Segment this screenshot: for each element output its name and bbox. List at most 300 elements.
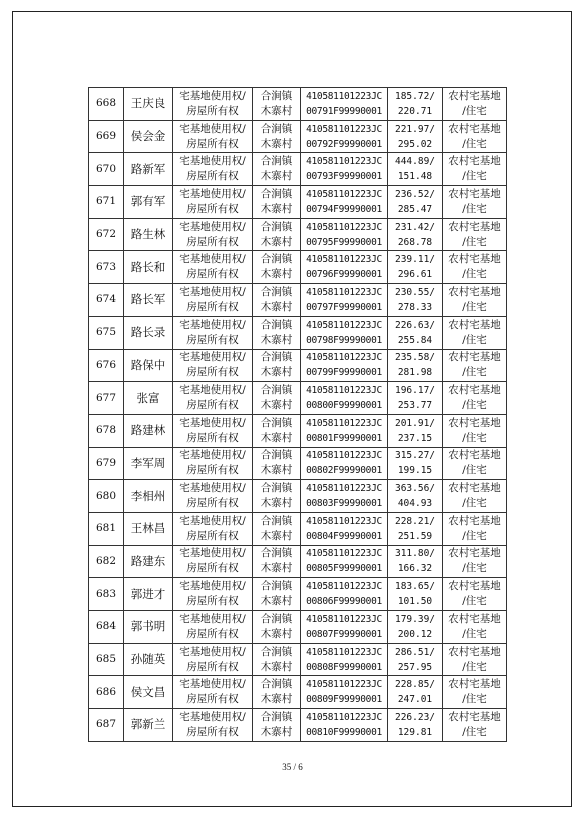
- unit-code-line-2: 00799F99990001: [306, 367, 382, 379]
- land-use: [443, 186, 507, 219]
- area-line-1: 201.91/: [394, 417, 436, 429]
- land-use-line-2: /住宅: [462, 497, 487, 510]
- right-type-line-2: 房屋所有权: [186, 627, 239, 640]
- area: [388, 414, 443, 447]
- land-use-line-1: 农村宅基地: [448, 612, 501, 625]
- unit-code-line-2: 00797F99990001: [306, 301, 382, 313]
- table-row: [89, 578, 507, 611]
- unit-code-line-1: 410581101223JC: [306, 417, 382, 429]
- owner-name: 侯会金: [124, 120, 173, 153]
- location-line-2: 木寨村: [260, 725, 293, 738]
- area-line-2: 199.15: [397, 465, 433, 477]
- land-use: [443, 414, 507, 447]
- land-use-line-1: 农村宅基地: [448, 253, 501, 266]
- location-line-2: 木寨村: [260, 202, 293, 215]
- area-line-1: 231.42/: [394, 221, 436, 233]
- location-line-2: 木寨村: [260, 693, 293, 706]
- right-type-line-1: 宅基地使用权/: [179, 253, 246, 266]
- location-line-1: 合涧镇: [260, 514, 293, 527]
- table-row: [89, 512, 507, 545]
- right-type-line-1: 宅基地使用权/: [179, 645, 246, 658]
- right-type: [173, 120, 253, 153]
- unit-code-line-2: 00804F99990001: [306, 530, 382, 542]
- unit-code: [301, 676, 388, 709]
- right-type-line-1: 宅基地使用权/: [179, 384, 246, 397]
- unit-code: [301, 512, 388, 545]
- unit-code-line-1: 410581101223JC: [306, 646, 382, 658]
- location-line-1: 合涧镇: [260, 155, 293, 168]
- area: [388, 611, 443, 644]
- area-line-2: 278.33: [397, 301, 433, 313]
- row-number: 686: [89, 676, 124, 709]
- area-line-1: 179.39/: [394, 613, 436, 625]
- unit-code-line-1: 410581101223JC: [306, 679, 382, 691]
- location: [253, 545, 301, 578]
- land-use-line-1: 农村宅基地: [448, 318, 501, 331]
- land-use-line-2: /住宅: [462, 399, 487, 412]
- location-line-2: 木寨村: [260, 137, 293, 150]
- right-type: [173, 709, 253, 742]
- area-line-2: 281.98: [397, 367, 433, 379]
- land-use-line-2: /住宅: [462, 202, 487, 215]
- area-line-1: 183.65/: [394, 581, 436, 593]
- row-number: 680: [89, 480, 124, 513]
- unit-code-line-1: 410581101223JC: [306, 483, 382, 495]
- table-row: [89, 382, 507, 415]
- right-type-line-2: 房屋所有权: [186, 333, 239, 346]
- right-type-line-1: 宅基地使用权/: [179, 220, 246, 233]
- row-number: 671: [89, 186, 124, 219]
- area: [388, 349, 443, 382]
- land-use-line-2: /住宅: [462, 725, 487, 738]
- land-use-line-2: /住宅: [462, 693, 487, 706]
- right-type-line-1: 宅基地使用权/: [179, 416, 246, 429]
- table-row: [89, 349, 507, 382]
- area: [388, 709, 443, 742]
- land-use-line-1: 农村宅基地: [448, 155, 501, 168]
- location: [253, 643, 301, 676]
- unit-code-line-2: 00796F99990001: [306, 269, 382, 281]
- owner-name: 侯文昌: [124, 676, 173, 709]
- table-row: [89, 186, 507, 219]
- area-line-1: 230.55/: [394, 286, 436, 298]
- location: [253, 676, 301, 709]
- right-type-line-1: 宅基地使用权/: [179, 482, 246, 495]
- unit-code-line-1: 410581101223JC: [306, 711, 382, 723]
- area: [388, 382, 443, 415]
- page-number: 35 / 6: [282, 762, 303, 772]
- land-use-line-1: 农村宅基地: [448, 645, 501, 658]
- location-line-2: 木寨村: [260, 464, 293, 477]
- row-number: 675: [89, 316, 124, 349]
- land-use-line-1: 农村宅基地: [448, 285, 501, 298]
- land-use-line-1: 农村宅基地: [448, 187, 501, 200]
- location: [253, 120, 301, 153]
- right-type: [173, 153, 253, 186]
- unit-code: [301, 218, 388, 251]
- area-line-2: 255.84: [397, 334, 433, 346]
- area-line-2: 268.78: [397, 236, 433, 248]
- unit-code-line-2: 00791F99990001: [306, 105, 382, 117]
- table-row: [89, 643, 507, 676]
- right-type: [173, 578, 253, 611]
- right-type-line-2: 房屋所有权: [186, 399, 239, 412]
- location: [253, 349, 301, 382]
- right-type: [173, 447, 253, 480]
- land-use: [443, 643, 507, 676]
- unit-code: [301, 349, 388, 382]
- row-number: 679: [89, 447, 124, 480]
- land-use-line-2: /住宅: [462, 627, 487, 640]
- land-use-line-2: /住宅: [462, 562, 487, 575]
- right-type-line-2: 房屋所有权: [186, 137, 239, 150]
- land-use-line-1: 农村宅基地: [448, 547, 501, 560]
- unit-code-line-2: 00793F99990001: [306, 171, 382, 183]
- location-line-1: 合涧镇: [260, 253, 293, 266]
- unit-code-line-2: 00800F99990001: [306, 400, 382, 412]
- area-line-2: 200.12: [397, 628, 433, 640]
- owner-name: 路长军: [124, 284, 173, 317]
- table-row: [89, 88, 507, 121]
- unit-code-line-2: 00807F99990001: [306, 628, 382, 640]
- location-line-2: 木寨村: [260, 170, 293, 183]
- right-type: [173, 611, 253, 644]
- land-use: [443, 120, 507, 153]
- area-line-1: 221.97/: [394, 123, 436, 135]
- land-use-line-2: /住宅: [462, 268, 487, 281]
- land-use: [443, 611, 507, 644]
- land-use-line-1: 农村宅基地: [448, 351, 501, 364]
- location-line-2: 木寨村: [260, 333, 293, 346]
- area-line-2: 247.01: [397, 694, 433, 706]
- area-line-2: 151.48: [397, 171, 433, 183]
- unit-code-line-2: 00810F99990001: [306, 726, 382, 738]
- unit-code-line-2: 00794F99990001: [306, 203, 382, 215]
- registry-table: [88, 87, 507, 742]
- unit-code-line-2: 00805F99990001: [306, 563, 382, 575]
- area-line-2: 257.95: [397, 661, 433, 673]
- unit-code-line-2: 00808F99990001: [306, 661, 382, 673]
- land-use-line-1: 农村宅基地: [448, 384, 501, 397]
- land-use-line-2: /住宅: [462, 170, 487, 183]
- unit-code: [301, 120, 388, 153]
- right-type-line-2: 房屋所有权: [186, 104, 239, 117]
- location-line-1: 合涧镇: [260, 645, 293, 658]
- area-line-1: 235.58/: [394, 352, 436, 364]
- location-line-1: 合涧镇: [260, 187, 293, 200]
- land-use: [443, 447, 507, 480]
- right-type-line-2: 房屋所有权: [186, 366, 239, 379]
- area: [388, 316, 443, 349]
- location-line-2: 木寨村: [260, 595, 293, 608]
- location: [253, 480, 301, 513]
- unit-code: [301, 545, 388, 578]
- land-use-line-2: /住宅: [462, 333, 487, 346]
- unit-code: [301, 709, 388, 742]
- area: [388, 218, 443, 251]
- owner-name: 李军周: [124, 447, 173, 480]
- owner-name: 路生林: [124, 218, 173, 251]
- unit-code-line-2: 00803F99990001: [306, 498, 382, 510]
- owner-name: 路建东: [124, 545, 173, 578]
- unit-code: [301, 251, 388, 284]
- owner-name: 郭有军: [124, 186, 173, 219]
- land-use: [443, 316, 507, 349]
- unit-code-line-1: 410581101223JC: [306, 123, 382, 135]
- table-row: [89, 414, 507, 447]
- area-line-1: 226.63/: [394, 319, 436, 331]
- location-line-2: 木寨村: [260, 235, 293, 248]
- unit-code: [301, 611, 388, 644]
- area: [388, 512, 443, 545]
- land-use-line-2: /住宅: [462, 366, 487, 379]
- land-use-line-1: 农村宅基地: [448, 416, 501, 429]
- land-use: [443, 545, 507, 578]
- area-line-1: 228.85/: [394, 679, 436, 691]
- land-use-line-2: /住宅: [462, 529, 487, 542]
- location-line-2: 木寨村: [260, 431, 293, 444]
- area-line-2: 101.50: [397, 596, 433, 608]
- land-use-line-1: 农村宅基地: [448, 220, 501, 233]
- land-use: [443, 349, 507, 382]
- area-line-1: 315.27/: [394, 450, 436, 462]
- land-use: [443, 512, 507, 545]
- land-use-line-2: /住宅: [462, 235, 487, 248]
- table-row: [89, 480, 507, 513]
- unit-code-line-1: 410581101223JC: [306, 352, 382, 364]
- right-type-line-1: 宅基地使用权/: [179, 351, 246, 364]
- area: [388, 676, 443, 709]
- unit-code-line-1: 410581101223JC: [306, 450, 382, 462]
- right-type-line-1: 宅基地使用权/: [179, 155, 246, 168]
- location-line-1: 合涧镇: [260, 89, 293, 102]
- unit-code-line-1: 410581101223JC: [306, 188, 382, 200]
- table-row: [89, 545, 507, 578]
- location-line-1: 合涧镇: [260, 710, 293, 723]
- owner-name: 王庆良: [124, 88, 173, 121]
- area: [388, 578, 443, 611]
- right-type: [173, 512, 253, 545]
- unit-code-line-1: 410581101223JC: [306, 613, 382, 625]
- location-line-1: 合涧镇: [260, 482, 293, 495]
- owner-name: 李相州: [124, 480, 173, 513]
- right-type-line-2: 房屋所有权: [186, 170, 239, 183]
- location-line-2: 木寨村: [260, 399, 293, 412]
- row-number: 672: [89, 218, 124, 251]
- land-use-line-2: /住宅: [462, 431, 487, 444]
- right-type-line-2: 房屋所有权: [186, 595, 239, 608]
- location: [253, 414, 301, 447]
- land-use: [443, 218, 507, 251]
- table-row: [89, 709, 507, 742]
- area-line-2: 237.15: [397, 432, 433, 444]
- area-line-2: 404.93: [397, 498, 433, 510]
- area: [388, 88, 443, 121]
- unit-code: [301, 316, 388, 349]
- owner-name: 孙随英: [124, 643, 173, 676]
- row-number: 673: [89, 251, 124, 284]
- location: [253, 218, 301, 251]
- unit-code-line-1: 410581101223JC: [306, 221, 382, 233]
- unit-code: [301, 284, 388, 317]
- unit-code-line-1: 410581101223JC: [306, 156, 382, 168]
- land-use: [443, 676, 507, 709]
- area-line-1: 228.21/: [394, 515, 436, 527]
- owner-name: 路新军: [124, 153, 173, 186]
- table-row: [89, 284, 507, 317]
- right-type-line-2: 房屋所有权: [186, 529, 239, 542]
- right-type-line-1: 宅基地使用权/: [179, 449, 246, 462]
- right-type-line-1: 宅基地使用权/: [179, 122, 246, 135]
- table-row: [89, 120, 507, 153]
- location: [253, 578, 301, 611]
- land-use: [443, 153, 507, 186]
- location-line-1: 合涧镇: [260, 580, 293, 593]
- right-type-line-2: 房屋所有权: [186, 268, 239, 281]
- location-line-1: 合涧镇: [260, 122, 293, 135]
- row-number: 676: [89, 349, 124, 382]
- location-line-2: 木寨村: [260, 268, 293, 281]
- land-use-line-1: 农村宅基地: [448, 89, 501, 102]
- area-line-1: 226.23/: [394, 711, 436, 723]
- unit-code: [301, 88, 388, 121]
- location-line-2: 木寨村: [260, 366, 293, 379]
- unit-code-line-2: 00809F99990001: [306, 694, 382, 706]
- unit-code-line-1: 410581101223JC: [306, 90, 382, 102]
- right-type: [173, 251, 253, 284]
- land-use: [443, 578, 507, 611]
- land-use-line-2: /住宅: [462, 660, 487, 673]
- area: [388, 186, 443, 219]
- location: [253, 88, 301, 121]
- table-row: [89, 218, 507, 251]
- unit-code-line-2: 00806F99990001: [306, 596, 382, 608]
- right-type: [173, 316, 253, 349]
- location-line-1: 合涧镇: [260, 612, 293, 625]
- area-line-1: 239.11/: [394, 254, 436, 266]
- location-line-2: 木寨村: [260, 627, 293, 640]
- land-use-line-2: /住宅: [462, 137, 487, 150]
- land-use-line-1: 农村宅基地: [448, 710, 501, 723]
- right-type-line-2: 房屋所有权: [186, 725, 239, 738]
- area: [388, 643, 443, 676]
- right-type-line-2: 房屋所有权: [186, 300, 239, 313]
- location: [253, 251, 301, 284]
- table-row: [89, 251, 507, 284]
- area-line-2: 295.02: [397, 138, 433, 150]
- land-use-line-1: 农村宅基地: [448, 580, 501, 593]
- unit-code: [301, 153, 388, 186]
- location: [253, 447, 301, 480]
- right-type-line-2: 房屋所有权: [186, 431, 239, 444]
- row-number: 668: [89, 88, 124, 121]
- owner-name: 路长录: [124, 316, 173, 349]
- row-number: 669: [89, 120, 124, 153]
- location-line-1: 合涧镇: [260, 351, 293, 364]
- location-line-1: 合涧镇: [260, 547, 293, 560]
- location-line-2: 木寨村: [260, 529, 293, 542]
- unit-code-line-2: 00792F99990001: [306, 138, 382, 150]
- unit-code-line-1: 410581101223JC: [306, 286, 382, 298]
- area-line-2: 296.61: [397, 269, 433, 281]
- row-number: 682: [89, 545, 124, 578]
- right-type: [173, 382, 253, 415]
- table-row: [89, 611, 507, 644]
- owner-name: 路建林: [124, 414, 173, 447]
- table-row: [89, 676, 507, 709]
- location: [253, 709, 301, 742]
- location-line-1: 合涧镇: [260, 384, 293, 397]
- registry-table-body: [89, 88, 507, 742]
- area: [388, 447, 443, 480]
- unit-code: [301, 414, 388, 447]
- unit-code-line-1: 410581101223JC: [306, 581, 382, 593]
- right-type-line-2: 房屋所有权: [186, 660, 239, 673]
- owner-name: 路长和: [124, 251, 173, 284]
- area-line-1: 236.52/: [394, 188, 436, 200]
- right-type: [173, 88, 253, 121]
- owner-name: 王林昌: [124, 512, 173, 545]
- row-number: 681: [89, 512, 124, 545]
- area: [388, 480, 443, 513]
- area: [388, 120, 443, 153]
- unit-code-line-2: 00795F99990001: [306, 236, 382, 248]
- unit-code-line-1: 410581101223JC: [306, 515, 382, 527]
- right-type: [173, 349, 253, 382]
- right-type: [173, 414, 253, 447]
- owner-name: 郭进才: [124, 578, 173, 611]
- land-use-line-2: /住宅: [462, 464, 487, 477]
- unit-code-line-2: 00798F99990001: [306, 334, 382, 346]
- area: [388, 251, 443, 284]
- row-number: 685: [89, 643, 124, 676]
- unit-code: [301, 382, 388, 415]
- owner-name: 郭新兰: [124, 709, 173, 742]
- unit-code-line-1: 410581101223JC: [306, 319, 382, 331]
- right-type-line-2: 房屋所有权: [186, 464, 239, 477]
- location: [253, 186, 301, 219]
- location: [253, 382, 301, 415]
- location-line-1: 合涧镇: [260, 220, 293, 233]
- location: [253, 284, 301, 317]
- area: [388, 153, 443, 186]
- right-type-line-1: 宅基地使用权/: [179, 285, 246, 298]
- location-line-2: 木寨村: [260, 660, 293, 673]
- owner-name: 郭书明: [124, 611, 173, 644]
- location: [253, 316, 301, 349]
- row-number: 670: [89, 153, 124, 186]
- location-line-1: 合涧镇: [260, 285, 293, 298]
- right-type: [173, 218, 253, 251]
- row-number: 687: [89, 709, 124, 742]
- area-line-1: 363.56/: [394, 483, 436, 495]
- location-line-1: 合涧镇: [260, 416, 293, 429]
- area-line-2: 253.77: [397, 400, 433, 412]
- land-use-line-1: 农村宅基地: [448, 482, 501, 495]
- location-line-1: 合涧镇: [260, 449, 293, 462]
- land-use-line-1: 农村宅基地: [448, 678, 501, 691]
- unit-code: [301, 578, 388, 611]
- location: [253, 153, 301, 186]
- land-use-line-2: /住宅: [462, 300, 487, 313]
- location-line-2: 木寨村: [260, 562, 293, 575]
- table-row: [89, 316, 507, 349]
- unit-code-line-1: 410581101223JC: [306, 548, 382, 560]
- land-use-line-2: /住宅: [462, 595, 487, 608]
- unit-code-line-1: 410581101223JC: [306, 385, 382, 397]
- land-use-line-1: 农村宅基地: [448, 449, 501, 462]
- unit-code: [301, 186, 388, 219]
